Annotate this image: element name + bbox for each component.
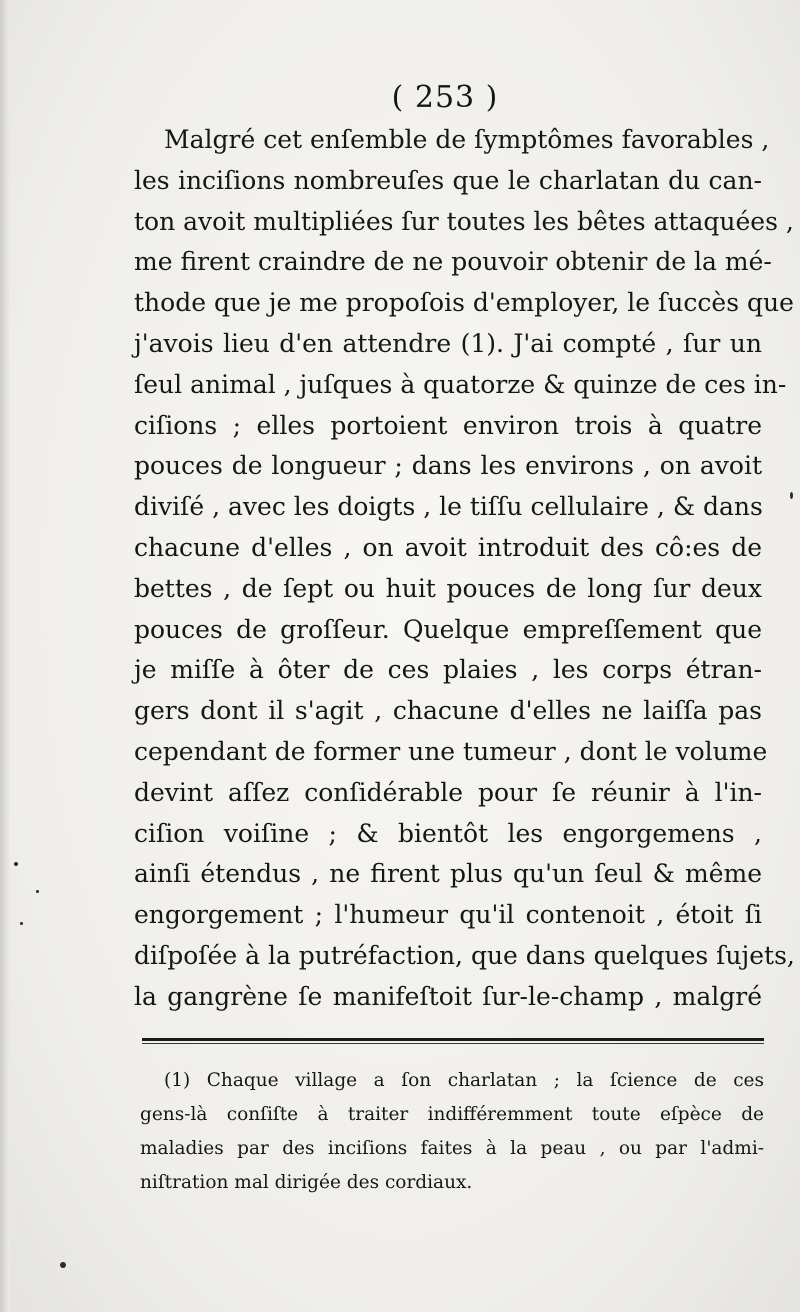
text-line: diviſé , avec les doigts , le tiſſu cellulaire , & dans [134,492,763,522]
text-line: diſpoſée à la putréfaction, que dans quelques ſujets, [134,940,795,970]
ink-speck [20,922,23,925]
ink-speck [790,492,793,499]
text-line: engorgement ; l'humeur qu'il contenoit , étoit ſi [134,900,762,930]
text-line: devint aſſez conſidérable pour ſe réunir à l'in- [134,777,762,807]
ink-speck [14,862,18,866]
page-number: ( 253 ) [391,80,499,115]
text-line: gers dont il s'agit , chacune d'elles ne laiſſa pas [134,696,762,726]
text-line: me firent craindre de ne pouvoir obtenir de la mé- [134,247,772,277]
text-line: pouces de longueur ; dans les environs , on avoit [134,451,762,481]
text-line: ton avoit multipliées ſur toutes les bêtes attaquées , [134,206,794,236]
page-binding-edge [0,0,10,1312]
text-line: ainſi étendus , ne firent plus qu'un ſeul & même [134,859,762,889]
main-text [134,120,795,1018]
text-line: je miſſe à ôter de ces plaies , les corps étran- [134,655,762,685]
text-line: ciſions ; elles portoient environ trois à quatre [134,410,762,440]
text-line: ſeul animal , juſques à quatorze & quinze de ces in- [134,369,787,399]
text-line: thode que je me propoſois d'employer, le ſuccès que [134,288,794,318]
ink-speck [60,1262,66,1268]
text-line: pouces de groſſeur. Quelque empreſſement que [134,614,762,644]
ink-speck [36,890,39,893]
text-line: Malgré cet enſemble de ſymptômes favorables , [164,125,770,154]
footnote-divider [142,1038,764,1041]
text-line: ciſion voiſine ; & bientôt les engorgemens , [134,818,762,848]
footnote-line: maladies par des inciſions faites à la peau , ou par l'admi- [140,1138,764,1159]
footnote-line: gens-là conſiſte à traiter indifféremment toute eſpèce de [140,1104,764,1125]
text-line: j'avois lieu d'en attendre (1). J'ai compté , ſur un [134,328,762,358]
footnote [140,1064,764,1200]
text-line: chacune d'elles , on avoit introduit des cô:es de [134,532,762,562]
text-line: les inciſions nombreuſes que le charlatan du can- [134,165,762,195]
text-line: bettes , de ſept ou huit pouces de long ſur deux [134,573,762,603]
footnote-line: niſtration mal dirigée des cordiaux. [140,1172,473,1193]
text-line: la gangrène ſe manifeſtoit ſur-le-champ , malgré [134,981,762,1011]
footnote-line: (1) Chaque village a ſon charlatan ; la ſcience de ces [164,1070,764,1091]
text-line: cependant de former une tumeur , dont le volume [134,736,768,766]
